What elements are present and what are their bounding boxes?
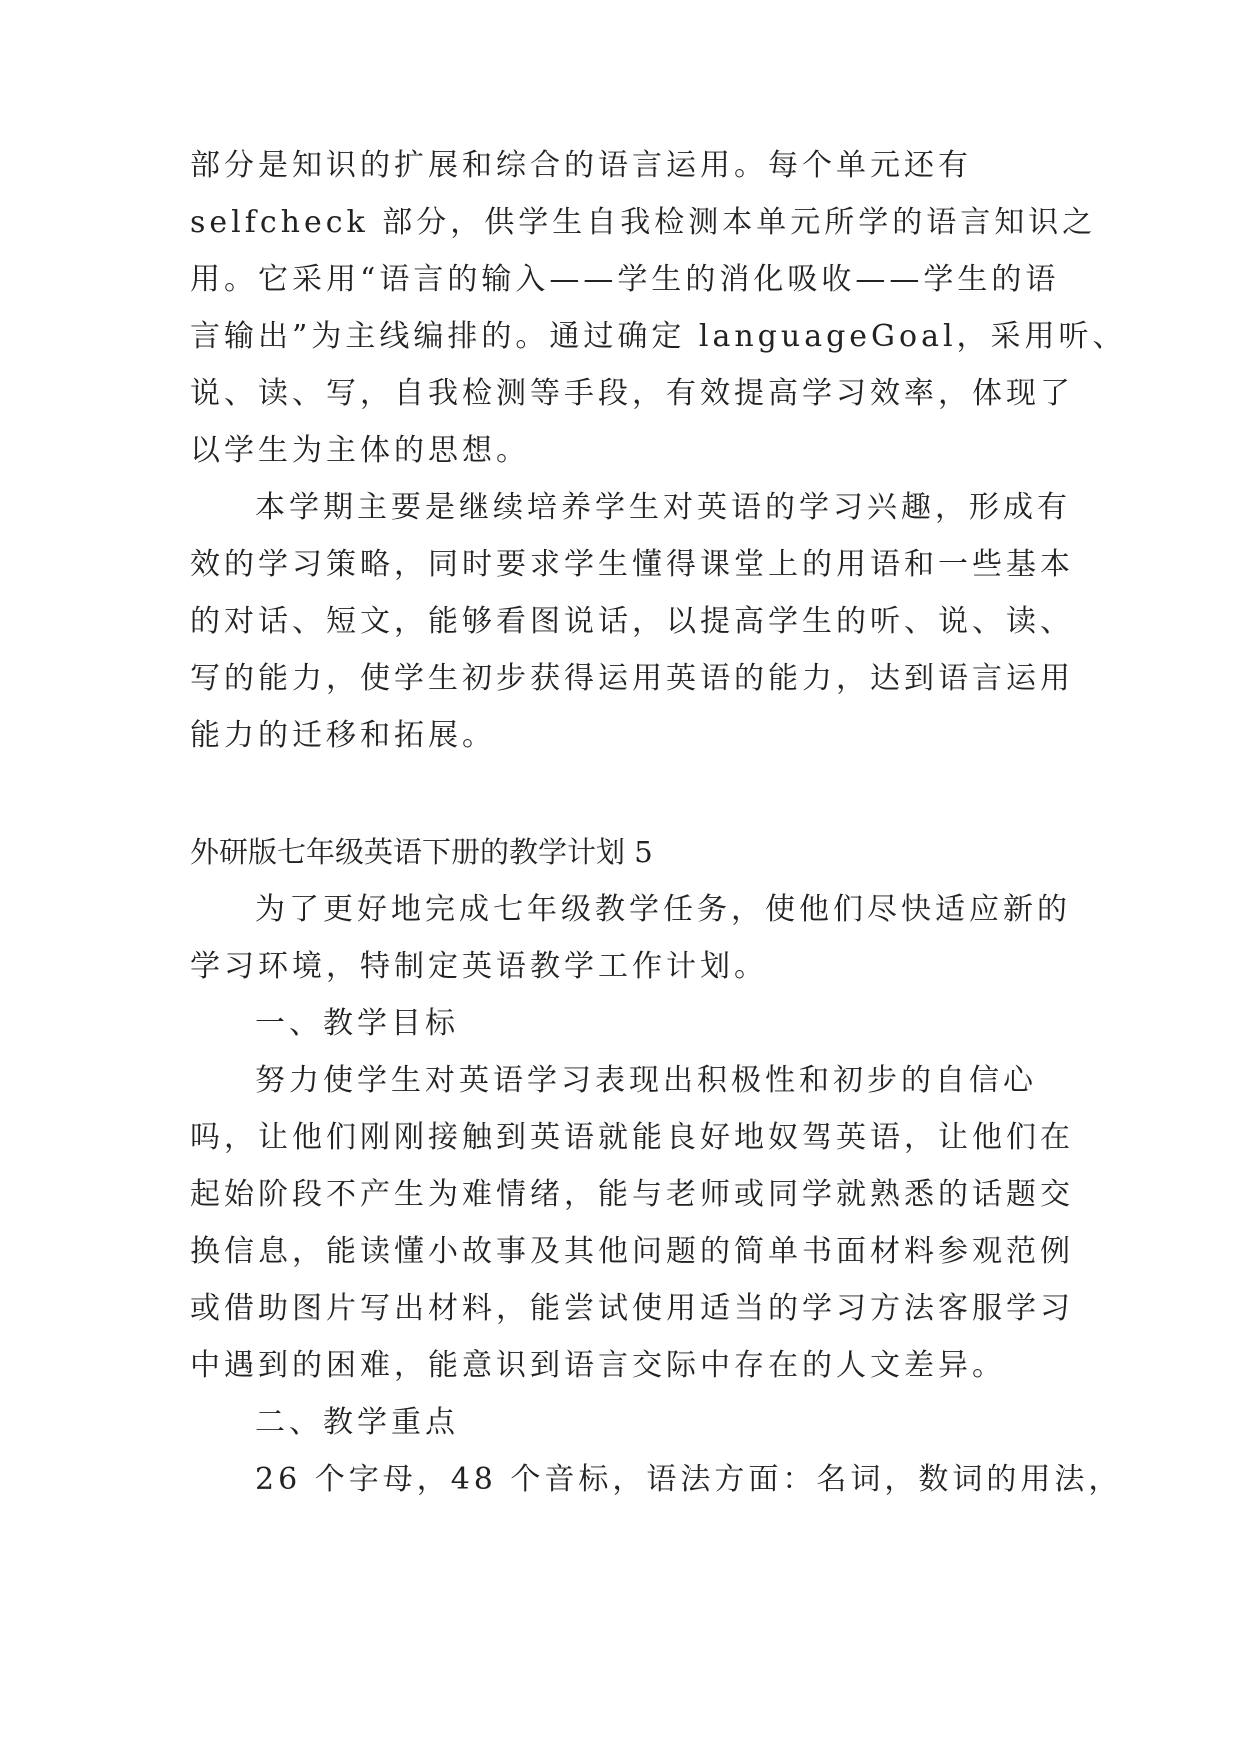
paragraph-line: 以学生为主体的思想。 bbox=[190, 433, 530, 468]
paragraph-line: 写的能力，使学生初步获得运用英语的能力，达到语言运用 bbox=[190, 661, 1074, 696]
paragraph-line: 的对话、短文，能够看图说话，以提高学生的听、说、读、 bbox=[190, 604, 1074, 639]
subheading-teaching-focus: 二、教学重点 bbox=[255, 1405, 459, 1440]
paragraph-line: 换信息，能读懂小故事及其他问题的简单书面材料参观范例 bbox=[190, 1234, 1074, 1269]
paragraph-line: selfcheck 部分，供学生自我检测本单元所学的语言知识之 bbox=[190, 205, 1097, 240]
paragraph-line: 部分是知识的扩展和综合的语言运用。每个单元还有 bbox=[190, 148, 972, 183]
paragraph-line: 为了更好地完成七年级教学任务，使他们尽快适应新的 bbox=[255, 892, 1071, 927]
paragraph-line: 说、读、写，自我检测等手段，有效提高学习效率，体现了 bbox=[190, 376, 1074, 411]
section-heading: 外研版七年级英语下册的教学计划 5 bbox=[190, 835, 653, 869]
paragraph-line: 学习环境，特制定英语教学工作计划。 bbox=[190, 949, 768, 984]
paragraph-line: 或借助图片写出材料，能尝试使用适当的学习方法客服学习 bbox=[190, 1291, 1074, 1326]
paragraph-line: 效的学习策略，同时要求学生懂得课堂上的用语和一些基本 bbox=[190, 547, 1074, 582]
paragraph-line: 言输出”为主线编排的。通过确定 languageGoal，采用听、 bbox=[190, 319, 1127, 354]
subheading-teaching-goals: 一、教学目标 bbox=[255, 1006, 459, 1041]
paragraph-line: 起始阶段不产生为难情绪，能与老师或同学就熟悉的话题交 bbox=[190, 1177, 1074, 1212]
paragraph-line: 努力使学生对英语学习表现出积极性和初步的自信心 bbox=[255, 1063, 1037, 1098]
paragraph-line: 26 个字母，48 个音标，语法方面：名词，数词的用法， bbox=[255, 1462, 1123, 1497]
paragraph-line: 中遇到的困难，能意识到语言交际中存在的人文差异。 bbox=[190, 1348, 1006, 1383]
paragraph-line: 用。它采用“语言的输入——学生的消化吸收——学生的语 bbox=[190, 262, 1060, 297]
paragraph-line: 本学期主要是继续培养学生对英语的学习兴趣，形成有 bbox=[255, 490, 1071, 525]
paragraph-line: 能力的迁移和拓展。 bbox=[190, 718, 496, 753]
paragraph-line: 吗，让他们刚刚接触到英语就能良好地奴驾英语，让他们在 bbox=[190, 1120, 1074, 1155]
